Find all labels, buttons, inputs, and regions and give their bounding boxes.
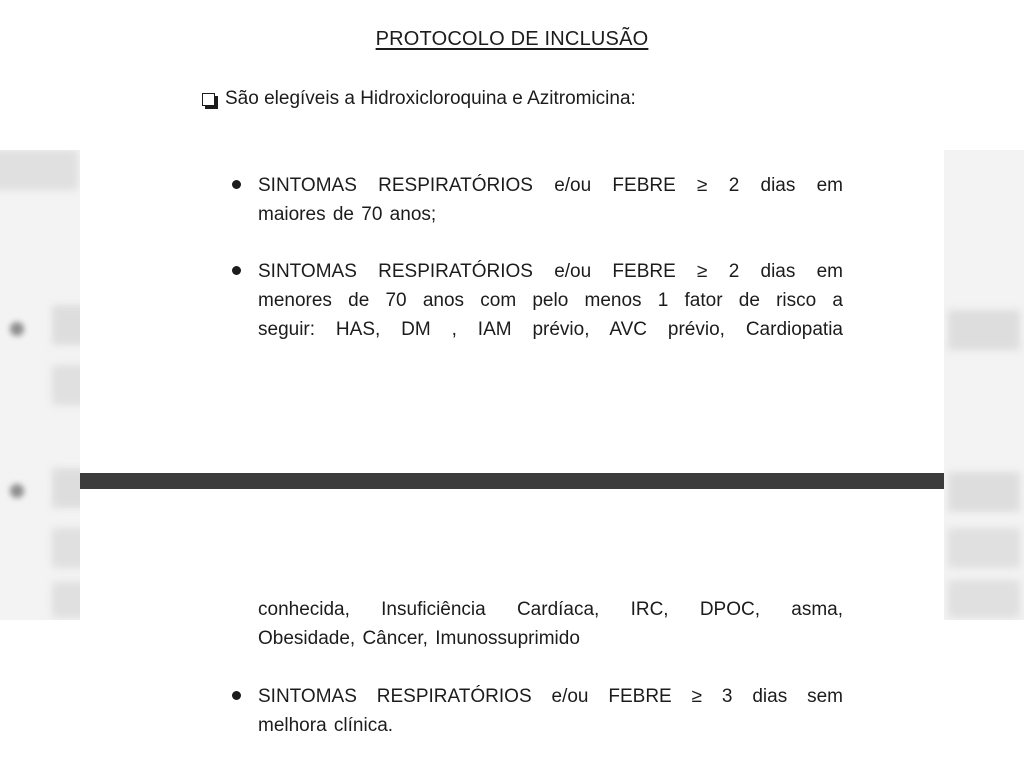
blurred-text (948, 528, 1020, 568)
blurred-text (948, 580, 1020, 618)
bullet-icon (232, 180, 241, 189)
criterion-line: menores de 70 anos com pelo menos 1 fator de risco a (258, 290, 843, 311)
document-page (80, 0, 944, 768)
criterion-line: conhecida, Insuficiência Cardíaca, IRC, DPOC, asma, (258, 599, 843, 620)
blurred-background-right (944, 150, 1024, 620)
bullet-icon (232, 691, 241, 700)
bullet-icon (232, 266, 241, 275)
criterion-item (258, 257, 843, 344)
criterion-line: Obesidade, Câncer, Imunossuprimido (258, 628, 580, 649)
criterion-line: SINTOMAS RESPIRATÓRIOS e/ou FEBRE ≥ 2 dias em (258, 261, 843, 282)
criterion-continuation (258, 595, 843, 653)
blurred-text (52, 305, 80, 345)
criterion-line: melhora clínica. (258, 715, 394, 736)
criterion-item (258, 682, 843, 740)
checkbox-icon (202, 93, 215, 106)
criterion-item (258, 171, 843, 229)
criterion-line: SINTOMAS RESPIRATÓRIOS e/ou FEBRE ≥ 3 dias sem (258, 686, 843, 707)
blurred-text (52, 468, 80, 508)
blurred-text (52, 528, 80, 568)
eligibility-heading (202, 88, 636, 110)
blurred-text (52, 365, 80, 405)
blurred-text (948, 472, 1020, 512)
page-title: PROTOCOLO DE INCLUSÃO (375, 28, 649, 50)
blurred-background-left (0, 150, 80, 620)
criterion-line: SINTOMAS RESPIRATÓRIOS e/ou FEBRE ≥ 2 dias em (258, 175, 843, 196)
blurred-text (52, 582, 80, 618)
criterion-line: maiores de 70 anos; (258, 204, 437, 225)
blurred-bullet (10, 322, 24, 336)
blurred-text (948, 310, 1020, 350)
page-break-divider (80, 473, 944, 489)
blurred-text (0, 150, 78, 190)
blurred-bullet (10, 484, 24, 498)
criterion-line: seguir: HAS, DM , IAM prévio, AVC prévio, Cardiopatia (258, 319, 843, 340)
eligibility-heading-text: São elegíveis a Hidroxicloroquina e Azitromicina: (225, 88, 636, 109)
